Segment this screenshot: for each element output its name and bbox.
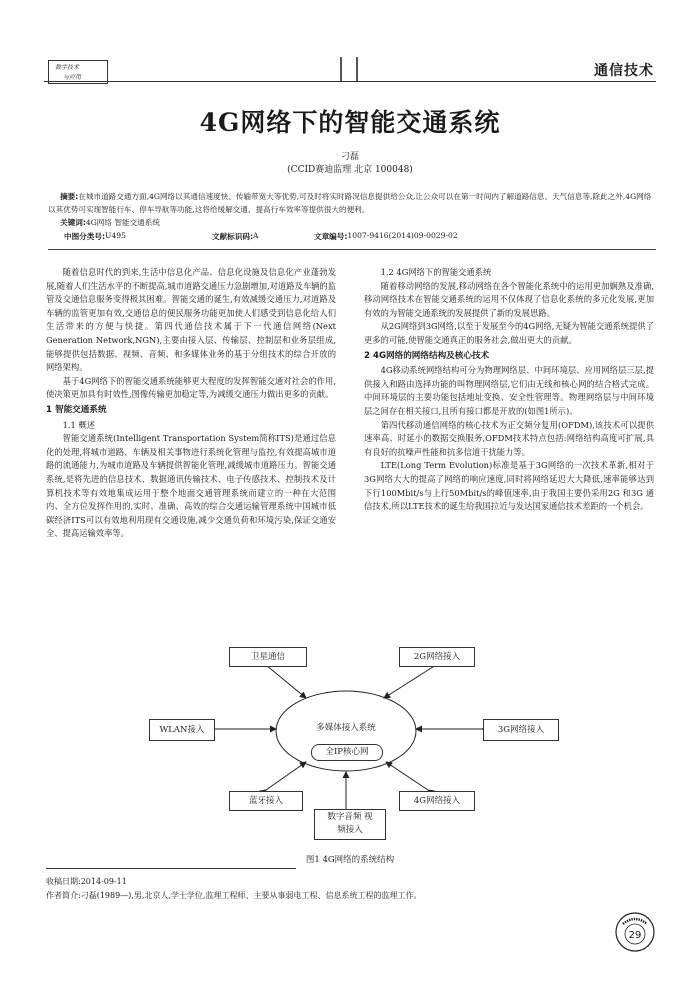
node-media [314,809,386,840]
paragraph: 从2G网络到3G网络,以至于发展至今的4G网络,无疑为智能交通系统提供了更多的可能,使智能交通真正的服务社会,做出更大的贡献。 [364,321,654,345]
abstract-text: 在城市道路交通方面,4G网络以其通信速度快、传输带宽大等优势,可及时将实时路况信息提供给公众,让公众可以在第一时间内了解道路信息、天气信息等,除此之外,4G网络以其优势可实现智能行车、停车导航等功能,这将给缓解交通、提高行车效率等提供很大的便利。 [48,192,652,214]
author-bio: 作者简介:刁磊(1989—),男,北京人,学士学位,监理工程师、主要从事弱电工程、信息系统工程的监理工作。 [46,891,422,900]
subsection-heading: 1.1 概述 [62,419,96,430]
page-number-badge [615,912,655,952]
arrow-4g [386,762,428,790]
arrow-satellite [266,665,306,698]
node-4g: 4G网络接入 [399,791,475,811]
author: 刁磊 [340,152,359,162]
doc-code-label: 文献标识码: [212,232,254,241]
article-no-value: 1007-9416(2014)09-0029-02 [347,231,458,240]
subsection-heading: 1.2 4G网络下的智能交通系统 [380,267,492,277]
figure-caption: 图1 4G网络的系统结构 [305,855,395,865]
node-wlan: WLAN接入 [149,719,215,741]
node-core: 全IP核心网 [311,744,383,761]
paragraph: 第四代移动通信网络的核心技术为正交频分复用(OFDM),该技术可以提供速率高、时延小的数据交换服务,OFDM技术特点包括:网络结构高度可扩展,具有良好的抗噪声性能和抗多信道干扰能力等。 [364,419,654,457]
logo-line2: 与应用 [63,74,82,81]
node-3g: 3G网络接入 [483,719,559,741]
affiliation: (CCID赛迪监理 北京 100048) [287,165,413,175]
logo-line1: 数字技术 [55,64,80,71]
paragraph: 随着移动网络的发展,移动网络在各个智能化系统中的运用更加娴熟及准确,移动网络技术在智能交通系统的运用不仅体现了信息化系统的多元化发展,更加有效的为智能交通系统的发展提供了新的发展思路。 [364,280,654,318]
media-line2: 频接入 [337,825,363,835]
page-number: 29 [628,930,642,941]
keywords-text: 4G网络 智能交通系统 [85,218,160,227]
node-satellite: 卫星通信 [229,647,307,667]
received-date: 收稿日期:2014-09-11 [46,877,127,886]
center-label: 多媒体接入系统 [316,723,376,733]
arrow-bluetooth [266,762,306,790]
article-no-label: 文章编号: [314,232,348,241]
paragraph: 随着信息时代的到来,生活中信息化产品、信息化设施及信息化产业蓬勃发展,随着人们生活水平的不断提高,城市道路交通压力急剧增加,对道路及车辆的监管及交通信息服务变得极其困难。智能交通的诞生,有效减缓交通压力,对道路及车辆的监管更加有效,交通信息的便民服务功能更加使人们感受到信息化给人们生活带来的方便与快捷。第四代通信技术属于下一代通信网络(Next Generation Network,NGN),主要由接入层、传输层、控制层和业务层组成,能够提供包括数据、视频、音频、和多媒体业务的基于分组技术的综合开放的网络架构。 [46,267,337,373]
clc-value: U495 [105,231,126,240]
section-heading: 2 4G网络的网络结构及核心技术 [364,350,490,361]
node-bluetooth: 蓝牙接入 [229,791,303,811]
paragraph: 基于4G网络下的智能交通系统能够更大程度的发挥智能交通对社会的作用,使决策更加具有时效性,图像传输更加稳定等,为减缓交通压力做出更多的贡献。 [46,375,336,400]
paragraph: 4G移动系统网络结构可分为物理网络层、中间环境层、应用网络层三层,提供接入和路由选择功能的叫物理网络层,它们由无线和核心网的结合格式完成。中间环境层的主要功能包括地址变换、安全性管理等。物理网络层与中间环境层之间存在相关接口,且所有接口都是开放的(如图1所示)。 [364,365,654,416]
abstract-label: 摘要: [60,192,79,201]
paragraph: 智能交通系统(Intelligent Transportation System简称ITS)是通过信息化的处理,将城市道路、车辆及相关事物进行系统化管理与监控,有效提高城市道路的流通能力,为城市道路及车辆提供智能化管理,减缓城市道路压力。智能交通系统,是将先进的信息技术、数据通讯传输技术、电子传感技术、控制技术及计算机技术等有效地集成运用于整个地面交通管理系统而建立的一种在大范围内、全方位发挥作用的,实时、准确、高效的综合交通运输管理系统中国城市低碳经济ITS可以有效地利用现有交通设施,减少交通负荷和环境污染,保证交通安全、提高运输效率等。 [46,433,336,539]
arrow-2g [384,665,436,698]
doc-code-value: A [253,231,259,240]
section-title: 通信技术 [594,63,654,79]
paragraph: LTE(Long Term Evolution)标准是基于3G网络的一次技术革新,相对于3G网络大大的提高了网络的响应速度,同时将网络延迟大大降低,速率能够达到下行100Mbit/s与上行50Mbit/s的峰值速率,由于我国主要仍采用2G 和3G 通信技术,所以LTE技术的诞生给我国拉近与发达国家通信技术差距的一个机会。 [364,460,654,512]
footnote-rule [46,868,296,869]
clc-label: 中图分类号: [64,232,106,241]
keywords-label: 关键词: [60,218,86,227]
article-title: 4G网络下的智能交通系统 [199,108,501,137]
section-heading: 1 智能交通系统 [46,404,107,415]
node-2g: 2G网络接入 [399,647,475,667]
media-line1: 数字音频 视 [327,812,373,822]
